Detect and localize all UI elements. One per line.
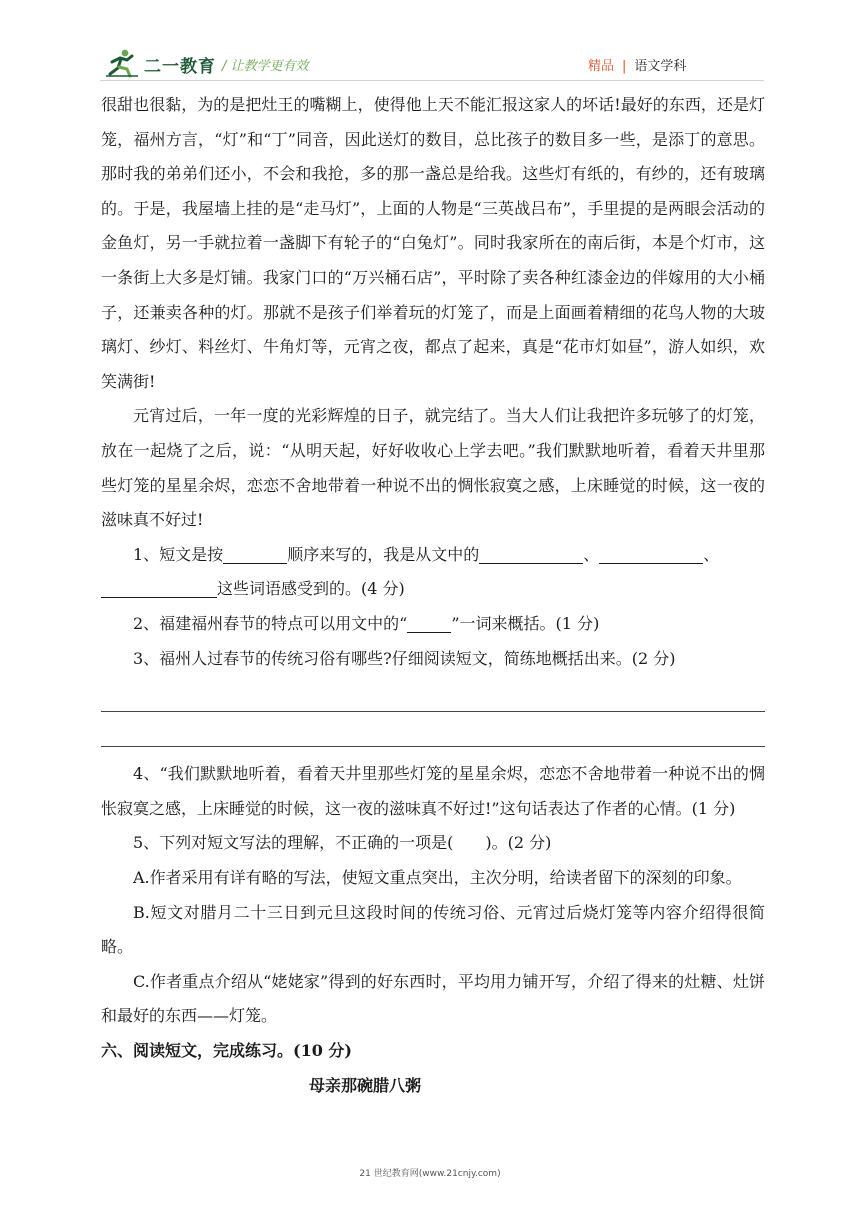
question-3: 3、福州人过春节的传统习俗有哪些?仔细阅读短文，简练地概括出来。(2 分) [133,648,676,668]
q1-sep-2: 、 [703,544,720,564]
q2-text-b: ”一词来概括。(1 分) [451,613,600,633]
question-1 [101,538,765,573]
question-2 [101,607,765,642]
q1-sep-1: 、 [583,544,600,564]
header-subject-area [588,55,686,74]
question-1-cont [101,572,765,607]
paragraph-2: 元宵过后，一年一度的光彩辉煌的日子，就完结了。当大人们让我把许多玩够了的灯笼，放在一起烧了之后，说：“从明天起，好好收收心上学去吧。”我们默默地听着，看着天井里那些灯笼的星星余烬，恋恋不舍地带着一种说不出的惆怅寂寞之感，上床睡觉的时候，这一夜的滋味真不好过! [101,406,765,530]
premium-tag: 精品 [588,59,615,74]
brand-logo-text: 二一教育 [144,57,216,77]
question-4: 4、“我们默默地听着，看着天井里那些灯笼的星星余烬，恋恋不舍地带着一种说不出的惆怅寂寞之感，上床睡觉的时候，这一夜的滋味真不好过!”这句话表达了作者的心情。(1 分) [101,764,765,818]
q1-blank-word-1[interactable] [479,545,583,564]
q1-blank-word-3[interactable] [101,579,217,598]
q1-text-b: 顺序来写的，我是从文中的 [287,544,480,564]
q5-option-a: A.作者采用有详有略的写法，使短文重点突出，主次分明，给读者留下的深刻的印象。 [133,868,742,888]
running-person-logo-icon [104,48,140,78]
subject-label: 语文学科 [634,59,687,74]
q1-text-a: 1、短文是按 [133,544,224,564]
q5-option-c: C.作者重点介绍从“姥姥家”得到的好东西时，平均用力铺开写，介绍了得来的灶糖、灶饼和最好的东西——灯笼。 [101,971,765,1026]
spacer [101,747,765,757]
page-footer: 21 世纪教育网(www.21cnjy.com) [359,1169,501,1179]
q5-option-b: B.短文对腊月二十三日到元旦这段时间的传统习俗、元宵过后烧灯笼等内容介绍得很简略。 [101,902,765,957]
q1-text-c: 这些词语感受到的。(4 分) [217,579,405,599]
q3-answer-line-2[interactable] [101,712,765,748]
paragraph-1: 很甜也很黏，为的是把灶王的嘴糊上，使得他上天不能汇报这家人的坏话!最好的东西，还是灯笼，福州方言，“灯”和“丁”同音，因此送灯的数目，总比孩子的数目多一些，是添丁的意思。那时我的弟弟们还小，不会和我抢，多的那一盏总是给我。这些灯有纸的，有纱的，还有玻璃的。于是，我屋墙上挂的是“走马灯”，上面的人物是“三英战吕布”，手里提的是两眼会活动的金鱼灯，另一手就拉着一盏脚下有轮子的“白兔灯”。同时我家所在的南后街，本是个灯市，这一条街上大多是灯铺。我家门口的“万兴桶石店”，平时除了卖各种红漆金边的伴嫁用的大小桶子，还兼卖各种的灯。那就不是孩子们举着玩的灯笼了，而是上面画着精细的花鸟人物的大玻璃灯、纱灯、料丝灯、牛角灯等，元宵之夜，都点了起来，真是“花市灯如昼”，游人如织，欢笑满街! [101,95,765,391]
q2-blank[interactable] [407,614,451,633]
page-header [0,0,860,86]
section-6-title: 六、阅读短文，完成练习。(10 分) [101,1041,352,1061]
header-divider [100,80,764,81]
q1-blank-word-2[interactable] [599,545,703,564]
article-title: 母亲那碗腊八粥 [309,1075,422,1095]
slogan: / 让教学更有效 [222,59,309,74]
header-separator: | [622,59,627,74]
q3-answer-line-1[interactable] [101,676,765,712]
q2-text-a: 2、福建福州春节的特点可以用文中的“ [133,613,408,633]
question-5: 5、下列对短文写法的理解，不正确的一项是( )。(2 分) [133,833,552,853]
q1-blank-order[interactable] [223,545,287,564]
document-body [101,88,765,1103]
